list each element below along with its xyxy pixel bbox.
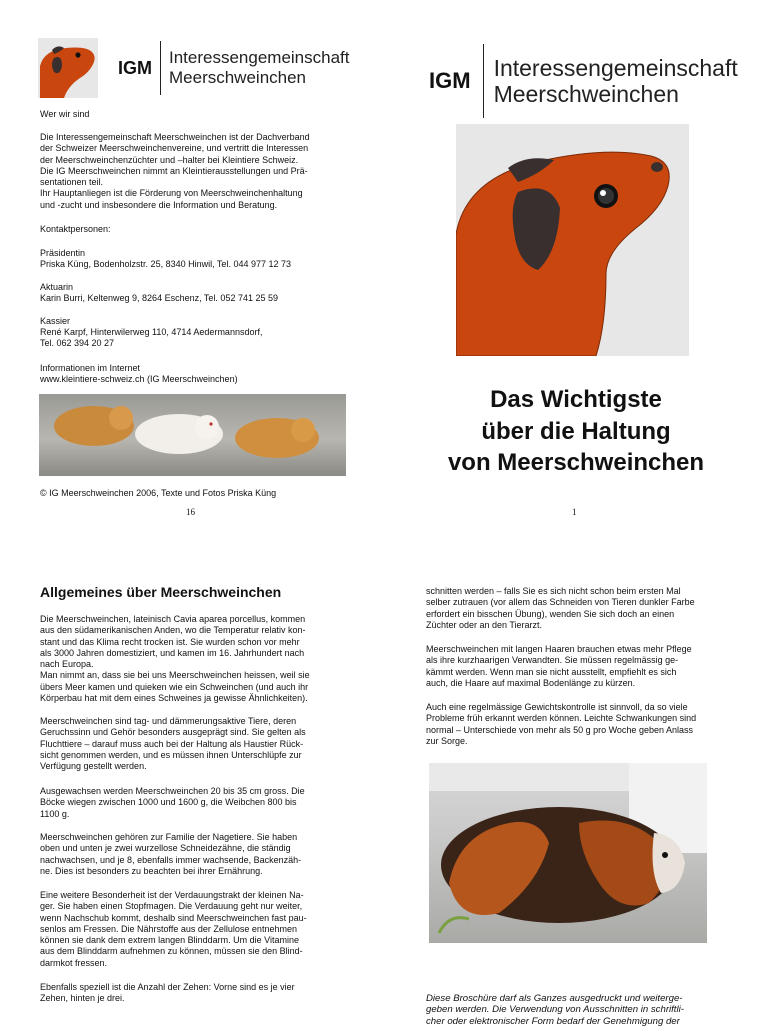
logo-abbr: IGM bbox=[118, 57, 152, 78]
paragraph: Ebenfalls speziell ist die Anzahl der Zehen: Vorne sind es je vier Zehen, hinten je drei. bbox=[40, 982, 295, 1004]
who-we-are-heading: Wer wir sind bbox=[40, 109, 90, 119]
page-number: 1 bbox=[572, 507, 577, 517]
care-page bbox=[384, 560, 768, 1027]
paragraph: Die Meerschweinchen, lateinisch Cavia aparea porcellus, kommen aus den südamerikanischen Anden, wo die Temperatur relativ kon- stant und das Klima recht trocken ist. Sie wurden schon vor mehr als 3000 Jahren domestiziert, und kamen im 16. Jahrhundert nach nach Europa. Man nimmt an, dass sie bei uns Meerschweinchen heissen, weil sie übers Meer kamen und quieken wie ein Schweinchen (und auch ihr Körperbau hat mit dem eines Schweines ja gewisse Ähnlichkeiten). bbox=[40, 614, 310, 704]
paragraph: Ausgewachsen werden Meerschweinchen 20 bis 35 cm gross. Die Böcke wiegen zwischen 1000 und 1600 g, die Weibchen 800 bis 1100 g. bbox=[40, 786, 305, 819]
large-logo bbox=[429, 44, 738, 118]
usage-note: Diese Broschüre darf als Ganzes ausgedruckt und weiterge- geben werden. Die Verwendung von Ausschnitten in schriftli- cher oder elektronischer Form bedarf der Genehmigung der bbox=[426, 993, 684, 1027]
section-heading: Allgemeines über Meerschweinchen bbox=[40, 584, 282, 600]
paragraph: Eine weitere Besonderheit ist der Verdauungstrakt der kleinen Na- ger. Sie haben einen Stopfmagen. Die Verdauung geht nur weiter, wenn Nachschub kommt, deshalb sind Meerschweinchen fast pau- senlos am Fressen. Die Nährstoffe aus der Zellulose entnehmen können sie dank dem extrem langen Blinddarm. Um die Vitamine aus dem Blinddarm aufnehmen zu können, müssen sie den Blind- darmkot fressen. bbox=[40, 890, 307, 968]
small-logo bbox=[38, 38, 350, 98]
general-info-page bbox=[0, 560, 384, 1024]
contacts-heading: Kontaktpersonen: bbox=[40, 224, 111, 234]
contact-role: Informationen im Internet bbox=[40, 363, 141, 373]
front-cover-page bbox=[384, 0, 768, 530]
website-link[interactable]: www.kleintiere-schweiz.ch (IG Meerschweinchen) bbox=[40, 374, 238, 384]
back-cover-page bbox=[0, 0, 384, 530]
logo-name: Interessengemeinschaft Meerschweinchen bbox=[169, 48, 350, 87]
contact-details: Karin Burri, Keltenweg 9, 8264 Eschenz, Tel. 052 741 25 59 bbox=[40, 293, 278, 303]
page-number: 16 bbox=[186, 507, 195, 517]
contact-role: Kassier bbox=[40, 316, 71, 326]
logo-name: Interessengemeinschaft Meerschweinchen bbox=[493, 54, 738, 107]
intro-text: Die Interessengemeinschaft Meerschweinchen ist der Dachverband der Schweizer Meerschweinchenvereine, und vertritt die Interessen der Meerschweinchenzüchter und –halter bei Kleintiere Schweiz. Die IG Meerschweinchen nimmt an Kleintierausstellungen und Prä- sentationen teil. Ihr Hauptanliegen ist die Förderung von Meerschweinchenhaltung und -zucht und insbesondere die Information und Beratung. bbox=[40, 132, 310, 210]
paragraph: Meerschweinchen gehören zur Familie der Nagetiere. Sie haben oben und unten je zwei wurzellose Schneidezähne, die ständig nachwachsen, und je 8, ebenfalls immer wachsende, Backenzäh- ne. Dies ist besonders zu beachten bei ihrer Ernährung. bbox=[40, 832, 302, 876]
contact-role: Aktuarin bbox=[40, 282, 74, 292]
logo-divider bbox=[160, 41, 161, 95]
copyright-text: © IG Meerschweinchen 2006, Texte und Fotos Priska Küng bbox=[40, 488, 277, 498]
guinea-pig-logo-icon bbox=[38, 38, 98, 98]
paragraph: Auch eine regelmässige Gewichtskontrolle ist sinnvoll, da so viele Probleme früh erkannt werden können. Leichte Schwankungen sind normal – Unterschiede von mehr als 50 g pro Woche geben Anlass zur Sorge. bbox=[426, 702, 697, 746]
brochure-title: Das Wichtigste über die Haltung von Meerschweinchen bbox=[447, 386, 705, 476]
contact-details: Priska Küng, Bodenholzstr. 25, 8340 Hinwil, Tel. 044 977 12 73 bbox=[40, 259, 291, 269]
paragraph: Meerschweinchen mit langen Haaren brauchen etwas mehr Pflege als ihre kurzhaarigen Verwandten. Sie müssen regelmässig ge- kämmt werden. Wenn man sie nicht ausstellt, empfiehlt es sich auch, die Haare auf maximal Bodenlänge zu kürzen. bbox=[426, 644, 692, 688]
tortoiseshell-guinea-pig-photo bbox=[429, 763, 707, 943]
contact-details: René Karpf, Hinterwilerweg 110, 4714 Aedermannsdorf, Tel. 062 394 20 27 bbox=[40, 327, 263, 349]
paragraph: schnitten werden – falls Sie es sich nicht schon beim ersten Mal selber zutrauen (vor allem das Schneiden von Tieren dunkler Farbe erfordert ein bisschen Übung), wenden Sie sich doch an einen Züchter oder an den Tierarzt. bbox=[426, 586, 695, 630]
paragraph: Meerschweinchen sind tag- und dämmerungsaktive Tiere, deren Geruchssinn und Gehör besonders ausgeprägt sind. Sie gelten als Fluchttiere – darauf muss auch bei der Haltung als Haustier Rück- sicht genommen werden, und es müssen ihnen Unterschlüpfe zur Verfügung gestellt werden. bbox=[40, 716, 306, 772]
logo-abbr: IGM bbox=[429, 68, 471, 93]
contact-role: Präsidentin bbox=[40, 248, 86, 258]
logo-divider bbox=[483, 44, 484, 118]
three-guinea-pigs-photo bbox=[39, 394, 346, 476]
guinea-pig-illustration-icon bbox=[456, 124, 689, 356]
